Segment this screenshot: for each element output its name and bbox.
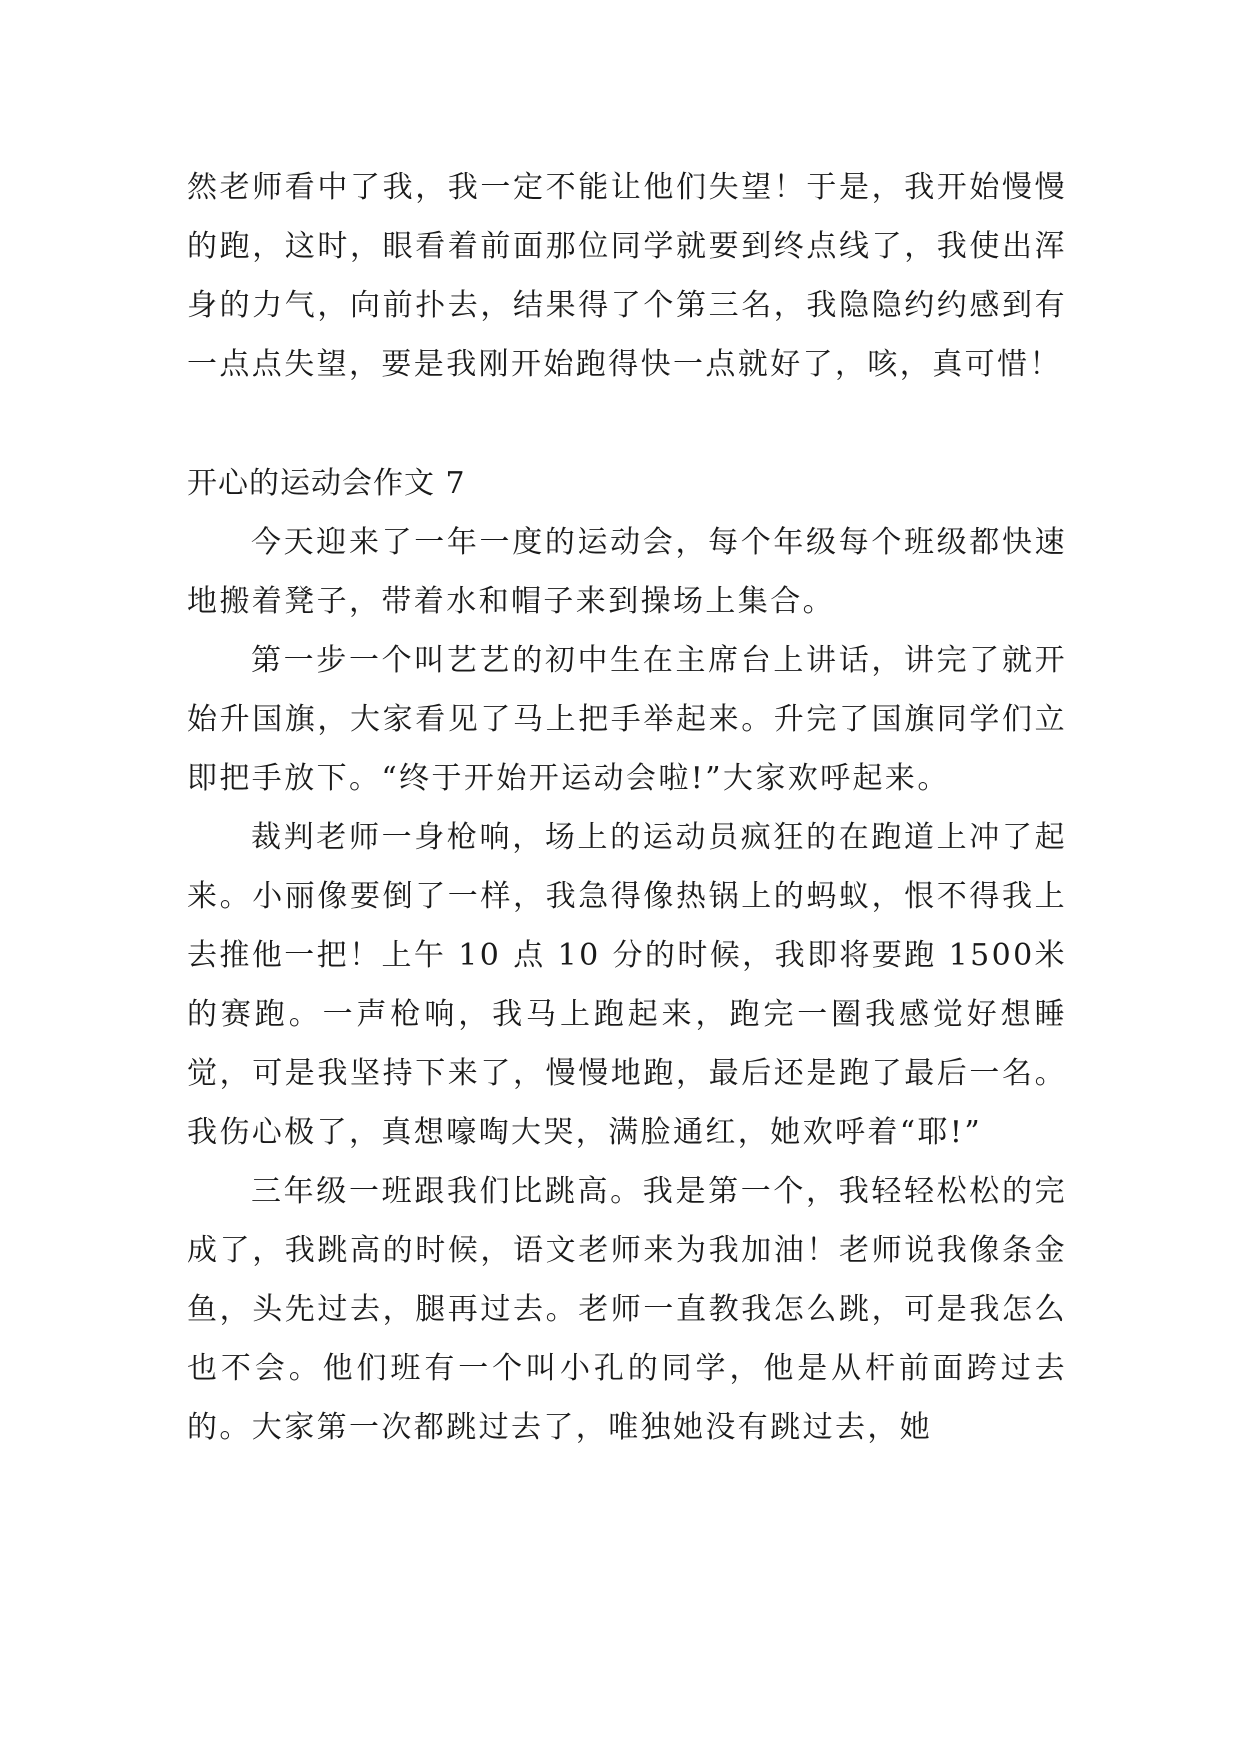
paragraph-3: 裁判老师一身枪响，场上的运动员疯狂的在跑道上冲了起来。小丽像要倒了一样，我急得像热锅上的蚂蚁，恨不得我上去推他一把！上午 10 点 10 分的时候，我即将要跑 1500米的赛跑。一声枪响，我马上跑起来，跑完一圈我感觉好想睡觉，可是我坚持下来了，慢慢地跑，最后还是跑了最后一名。我伤心极了，真想嚎啕大哭，满脸通红，她欢呼着“耶!” (187, 820, 1067, 1150)
paragraph-continuation: 然老师看中了我，我一定不能让他们失望！于是，我开始慢慢的跑，这时，眼看着前面那位同学就要到终点线了，我使出浑身的力气，向前扑去，结果得了个第三名，我隐隐约约感到有一点点失望，要是我刚开始跑得快一点就好了，咳，真可惜！ (187, 170, 1067, 382)
section-title: 开心的运动会作文 7 (187, 466, 466, 501)
paragraph-2: 第一步一个叫艺艺的初中生在主席台上讲话，讲完了就开始升国旗，大家看见了马上把手举起来。升完了国旗同学们立即把手放下。“终于开始开运动会啦!”大家欢呼起来。 (187, 643, 1067, 796)
paragraph-1: 今天迎来了一年一度的运动会，每个年级每个班级都快速地搬着凳子，带着水和帽子来到操场上集合。 (187, 525, 1067, 619)
document-body (187, 158, 1067, 1457)
paragraph-4: 三年级一班跟我们比跳高。我是第一个，我轻轻松松的完成了，我跳高的时候，语文老师来为我加油！老师说我像条金鱼，头先过去，腿再过去。老师一直教我怎么跳，可是我怎么也不会。他们班有一个叫小孔的同学，他是从杆前面跨过去的。大家第一次都跳过去了，唯独她没有跳过去，她 (187, 1174, 1067, 1445)
